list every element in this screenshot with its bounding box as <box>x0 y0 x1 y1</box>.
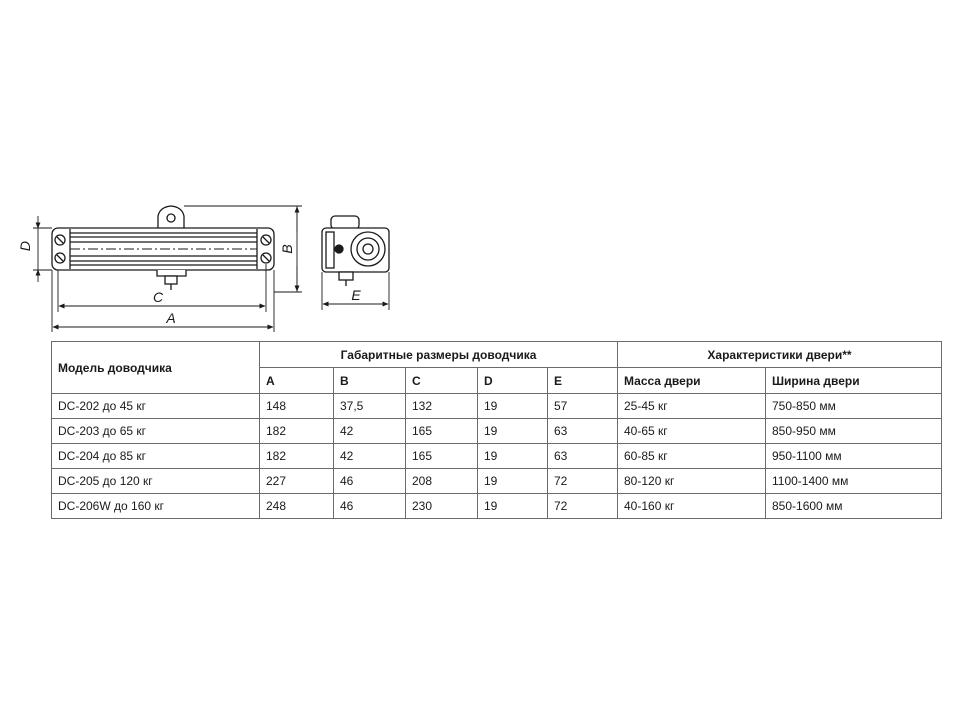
front-view <box>52 206 274 290</box>
dim-c-cell: 165 <box>406 444 478 469</box>
door-width-cell: 850-950 мм <box>766 419 942 444</box>
table-row <box>52 394 942 419</box>
dim-e-cell: 63 <box>548 419 618 444</box>
dim-e-cell: 57 <box>548 394 618 419</box>
dim-a-cell: 182 <box>260 444 334 469</box>
dimension-d <box>33 216 52 282</box>
dim-e-cell: 72 <box>548 494 618 519</box>
door-width-cell: 1100-1400 мм <box>766 469 942 494</box>
model-cell: DC-202 до 45 кг <box>52 394 260 419</box>
table-row <box>52 444 942 469</box>
dim-a-cell: 227 <box>260 469 334 494</box>
table-row <box>52 494 942 519</box>
column-header-door-mass: Масса двери <box>618 368 766 394</box>
column-header-b: B <box>334 368 406 394</box>
column-header-d: D <box>478 368 548 394</box>
dimension-e-label: E <box>351 287 361 303</box>
door-width-cell: 850-1600 мм <box>766 494 942 519</box>
dim-d-cell: 19 <box>478 444 548 469</box>
dimensions-group-header: Габаритные размеры доводчика <box>260 342 618 368</box>
dimension-a-label: A <box>166 310 176 326</box>
dim-a-cell: 148 <box>260 394 334 419</box>
model-cell: DC-204 до 85 кг <box>52 444 260 469</box>
dim-b-cell: 37,5 <box>334 394 406 419</box>
spec-table <box>51 341 942 519</box>
dim-d-cell: 19 <box>478 394 548 419</box>
dimension-b-label: B <box>279 244 295 254</box>
dim-a-cell: 248 <box>260 494 334 519</box>
door-mass-cell: 40-160 кг <box>618 494 766 519</box>
column-header-door-width: Ширина двери <box>766 368 942 394</box>
door-group-header: Характеристики двери** <box>618 342 942 368</box>
dim-b-cell: 42 <box>334 419 406 444</box>
dimension-c-label: C <box>152 289 164 305</box>
door-width-cell: 950-1100 мм <box>766 444 942 469</box>
column-header-e: E <box>548 368 618 394</box>
model-column-header: Модель доводчика <box>52 342 260 394</box>
side-view <box>322 216 389 286</box>
dim-d-cell: 19 <box>478 469 548 494</box>
door-closer-drawing <box>0 0 960 340</box>
table-row <box>52 469 942 494</box>
column-header-c: C <box>406 368 478 394</box>
model-cell: DC-203 до 65 кг <box>52 419 260 444</box>
dim-c-cell: 208 <box>406 469 478 494</box>
door-mass-cell: 25-45 кг <box>618 394 766 419</box>
table-row <box>52 419 942 444</box>
model-cell: DC-205 до 120 кг <box>52 469 260 494</box>
column-header-a: A <box>260 368 334 394</box>
dim-d-cell: 19 <box>478 494 548 519</box>
model-cell: DC-206W до 160 кг <box>52 494 260 519</box>
door-mass-cell: 40-65 кг <box>618 419 766 444</box>
dim-b-cell: 46 <box>334 469 406 494</box>
dim-c-cell: 132 <box>406 394 478 419</box>
dim-d-cell: 19 <box>478 419 548 444</box>
dim-e-cell: 72 <box>548 469 618 494</box>
dim-e-cell: 63 <box>548 444 618 469</box>
door-mass-cell: 60-85 кг <box>618 444 766 469</box>
dim-c-cell: 165 <box>406 419 478 444</box>
dim-a-cell: 182 <box>260 419 334 444</box>
dim-c-cell: 230 <box>406 494 478 519</box>
door-mass-cell: 80-120 кг <box>618 469 766 494</box>
door-width-cell: 750-850 мм <box>766 394 942 419</box>
dimension-d-label: D <box>17 240 33 252</box>
dim-b-cell: 46 <box>334 494 406 519</box>
dim-b-cell: 42 <box>334 444 406 469</box>
